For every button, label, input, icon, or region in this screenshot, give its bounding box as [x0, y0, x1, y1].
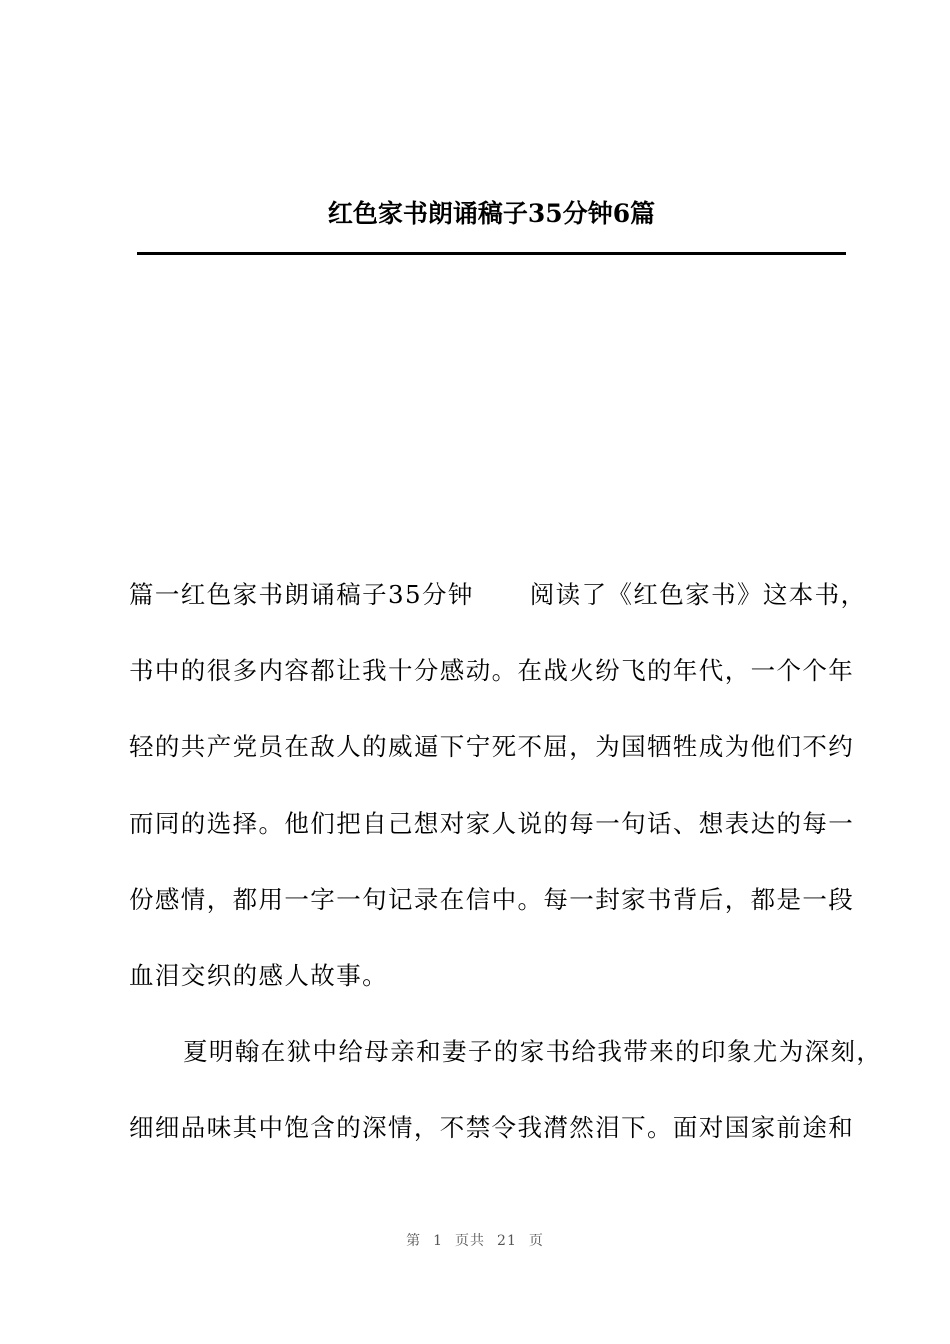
body-line: 书中的很多内容都让我十分感动。在战火纷飞的年代，一个个年 [129, 656, 855, 686]
footer-middle: 页共 [455, 1233, 486, 1249]
document-body [129, 570, 883, 1180]
body-line: 而同的选择。他们把自己想对家人说的每一句话、想表达的每一 [129, 808, 855, 838]
document-title: 红色家书朗诵稿子35分钟6篇 [327, 199, 656, 228]
body-line: 夏明翰在狱中给母亲和妻子的家书给我带来的印象尤为深刻， [183, 1037, 883, 1067]
body-line: 份感情，都用一字一句记录在信中。每一封家书背后，都是一段 [129, 884, 855, 914]
body-line: 细细品味其中饱含的深情，不禁令我潸然泪下。面对国家前途和 [129, 1113, 855, 1143]
footer-prefix: 第 [406, 1233, 422, 1249]
footer-suffix: 页 [528, 1233, 544, 1249]
page-number-footer [0, 1230, 950, 1250]
body-line: 轻的共产党员在敌人的威逼下宁死不屈，为国牺牲成为他们不约 [129, 732, 855, 762]
section-heading: 篇一红色家书朗诵稿子35分钟 [129, 580, 474, 609]
body-line [129, 570, 867, 620]
body-line: 血泪交织的感人故事。 [129, 960, 388, 990]
body-line-text: 阅读了《红色家书》这本书， [529, 580, 867, 609]
total-page-count: 21 [497, 1233, 517, 1249]
title-divider [137, 252, 846, 255]
current-page-number: 1 [433, 1233, 444, 1249]
